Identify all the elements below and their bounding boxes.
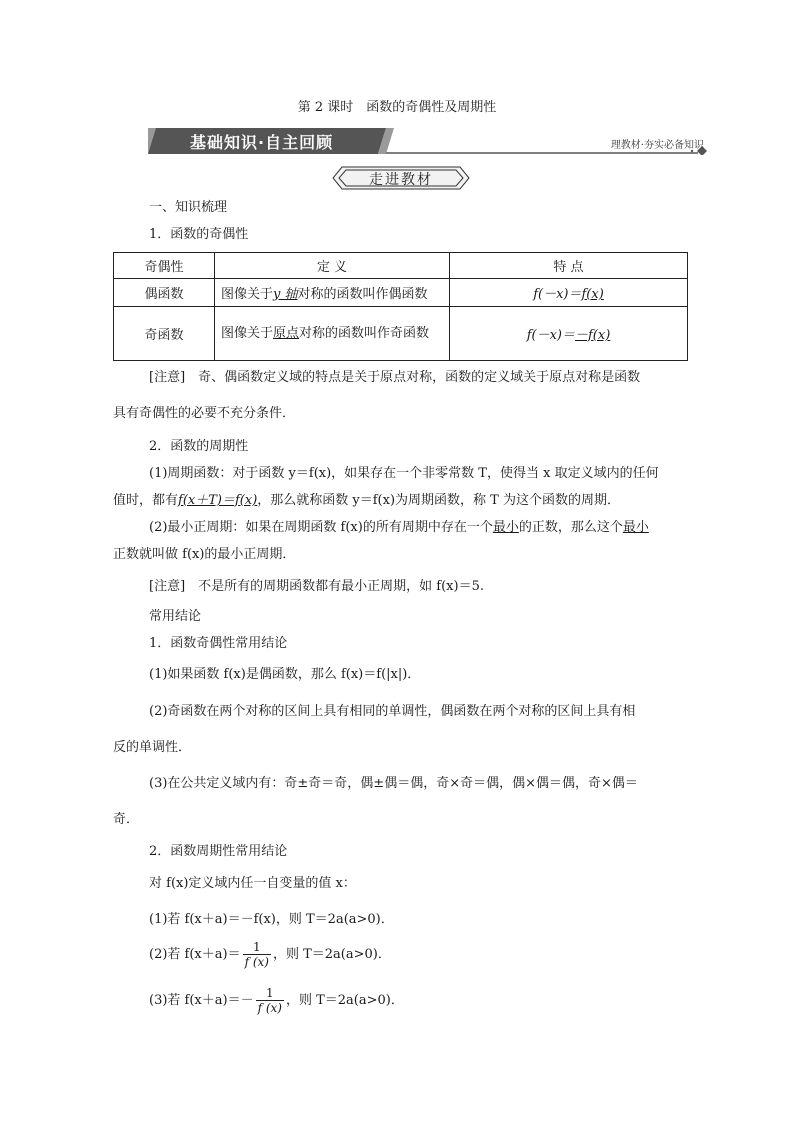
banner-label: 基础知识·自主回顾 [190,133,334,152]
parity-table [113,252,688,361]
table-row [114,307,688,361]
fraction [243,940,271,969]
table-header-cell: 定 义 [215,253,450,279]
def-text: 对称的函数叫作偶函数 [297,287,428,302]
min-period-text: (2)最小正周期：如果在周期函数 f(x)的所有周期中存在一个 [149,520,493,535]
table-cell-definition [215,279,450,307]
formula-text: ，则 T＝2a(a>0)． [272,947,391,962]
table-header-row [114,253,688,279]
feature-keyword: －f(x) [575,328,611,343]
conclusion-parity-heading: 1．函数奇偶性常用结论 [149,636,288,651]
note-period: [注意] 不是所有的周期函数都有最小正周期，如 f(x)＝5. [149,579,484,594]
note-parity-line2: 具有奇偶性的必要不充分条件． [113,406,296,421]
conclusion-period-2 [149,940,391,969]
badge-label: 走进教材 [369,172,433,188]
table-cell-feature [450,307,688,361]
period-keyword: f(x＋T)＝f(x) [178,493,258,508]
fraction-denominator: f (x) [257,1001,282,1015]
page-title: 第 2 课时 函数的奇偶性及周期性 [297,100,497,115]
conclusion-parity-2-line1: (2)奇函数在两个对称的区间上具有相同的单调性，偶函数在两个对称的区间上具有相 [149,704,636,719]
formula-text: (2)若 f(x＋a)＝ [149,947,241,962]
period-def-line1: (1)周期函数：对于函数 y＝f(x)，如果存在一个非零常数 T，使得当 x 取定义域内的任何 [149,466,659,481]
conclusion-parity-2-line2: 反的单调性． [113,740,192,755]
conclusion-period-1: (1)若 f(x＋a)＝－f(x)，则 T＝2a(a>0)． [149,912,394,927]
fraction-numerator: 1 [252,940,261,954]
min-period-keyword: 最小 [492,520,519,535]
conclusion-parity-1: (1)如果函数 f(x)是偶函数，那么 f(x)＝f(|x|)． [149,667,421,682]
fraction-numerator: 1 [265,986,274,1000]
section-heading-knowledge: 一、知识梳理 [149,200,228,215]
def-keyword: 原点 [273,325,300,341]
conclusion-period-heading: 2．函数周期性常用结论 [149,844,288,859]
table-cell-definition [215,307,450,361]
min-period-line2: 正数就叫做 f(x)的最小正周期． [113,547,296,562]
banner-right-label: 理教材·夯实必备知识 [610,140,704,151]
min-period-line1 [149,519,649,537]
conclusion-period-3 [149,986,404,1015]
table-header-cell: 特 点 [450,253,688,279]
table-cell-name: 偶函数 [114,279,215,307]
textbook-badge [332,166,470,190]
period-def-line2 [113,492,620,510]
conclusion-period-intro: 对 f(x)定义域内任一自变量的值 x： [149,876,356,891]
def-text: 图像关于 [221,287,274,302]
table-cell-name: 奇函数 [114,307,215,361]
fraction-denominator: f (x) [244,955,269,969]
fraction [256,986,284,1015]
subheading-period: 2．函数的周期性 [149,439,249,454]
min-period-keyword: 最小 [622,520,649,535]
section-banner [148,127,708,155]
min-period-text: 的正数，那么这个 [518,520,623,535]
table-row [114,279,688,307]
feature-keyword: f(x) [581,287,604,302]
common-conclusions-heading: 常用结论 [149,609,202,624]
def-text: 对称的函数叫作奇函数 [299,325,430,341]
table-cell-feature [450,279,688,307]
def-keyword: y 轴 [273,287,298,302]
def-text: 图像关于 [221,325,274,341]
feature-text: f(－x)＝ [533,287,582,302]
formula-text: (3)若 f(x＋a)＝－ [149,993,254,1008]
subheading-parity: 1．函数的奇偶性 [149,227,249,242]
table-header-cell: 奇偶性 [114,253,215,279]
period-text: 值时，都有 [113,493,179,508]
note-parity-line1: [注意] 奇、偶函数定义域的特点是关于原点对称，函数的定义域关于原点对称是函数 [149,370,641,385]
conclusion-parity-3-line2: 奇． [113,812,140,827]
formula-text: ，则 T＝2a(a>0)． [285,993,404,1008]
feature-text: f(－x)＝ [526,328,575,343]
period-text: ，那么就称函数 y＝f(x)为周期函数，称 T 为这个函数的周期． [257,493,620,508]
conclusion-parity-3-line1: (3)在公共定义域内有：奇±奇＝奇，偶±偶＝偶，奇×奇＝偶，偶×偶＝偶，奇×偶＝ [149,776,638,791]
